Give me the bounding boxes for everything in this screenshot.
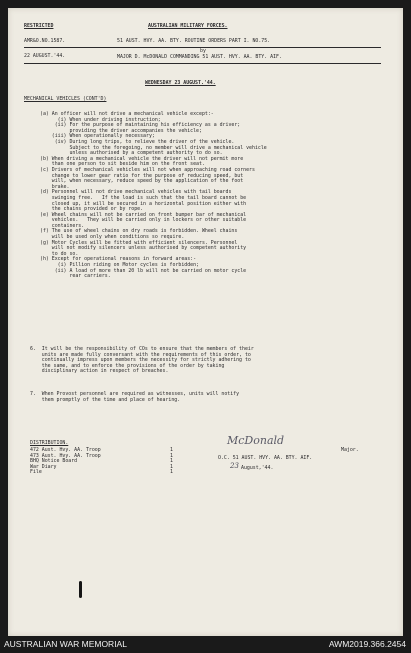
paragraph-6 (30, 347, 254, 375)
body-line: closed up, it will be secured in a horizontal position either with (40, 200, 247, 207)
body-line: (b) When driving a mechanical vehicle the driver will not permit more (40, 155, 244, 162)
distribution-name: 472 Aust. Hvy. AA. Troop (30, 447, 101, 453)
header-rule-top (24, 47, 381, 48)
body-line: will be used only when conditions so require. (40, 234, 185, 241)
distribution-name: 473 Aust. Hvy. AA. Troop (30, 452, 101, 459)
order-reference: AMR&O.NO.1587. (24, 38, 66, 44)
section-heading: MECHANICAL VEHICLES (CONT'D) (24, 96, 107, 102)
para6-line: units are made fully conversant with the requirements of this order, to (30, 351, 251, 358)
body-line: to do so. (40, 250, 79, 257)
para6-line: disciplinary action in respect of breaches. (30, 368, 169, 375)
signature-date-rest: August,'44. (241, 465, 274, 471)
body-line: (ii) A load of more than 20 lb will not be carried on motor cycle (40, 267, 247, 274)
day-heading: WEDNESDAY 23 AUGUST.'44. (145, 80, 216, 86)
distribution-qty: 1 (170, 452, 173, 459)
distribution-heading: DISTRIBUTION. (30, 440, 69, 446)
distribution-qty: 1 (170, 469, 173, 476)
orders-title: 51 AUST. HVY. AA. BTY. ROUTINE ORDERS PART I. NO.75. (117, 38, 271, 44)
signatory-rank: Major. (341, 447, 359, 453)
header-rule-bottom (24, 63, 381, 64)
body-line: brake. (40, 183, 70, 190)
body-line: providing the driver accompanies the vehicle; (40, 127, 202, 134)
body-line: (i) When under driving instruction; (40, 116, 161, 123)
signature-date-day: 23 (230, 462, 239, 470)
archive-footer (0, 636, 411, 653)
order-date: 22 AUGUST.'44. (24, 53, 66, 59)
by-label: by (200, 48, 206, 54)
vehicle-rules-list (40, 112, 267, 280)
distribution-list (30, 448, 180, 476)
para6-line: 6. It will be the responsibility of COs to ensure that the members of their (30, 346, 254, 352)
body-line: will not modify silencers unless authorised by competent authority (40, 245, 247, 252)
distribution-qty: 1 (170, 463, 173, 470)
distribution-name: File (30, 469, 42, 476)
body-line: (a) An officer will not drive a mechanical vehicle except:- (40, 111, 214, 117)
para7-line: them promptly of the time and place of hearing. (30, 396, 181, 403)
body-line: (ii) For the purpose of maintaining his efficiency as a driver; (40, 122, 241, 129)
handwritten-signature: McDonald (227, 434, 285, 447)
distribution-qty: 1 (170, 447, 173, 453)
body-line: rear carriers. (40, 273, 111, 280)
distribution-qty: 1 (170, 458, 173, 465)
distribution-name: War Diary (30, 463, 57, 470)
body-line: (g) Motor Cycles will be fitted with efficient silencers. Personnel (40, 239, 238, 246)
list-item (30, 470, 180, 476)
archive-reference: AWM2019.366.2454 (328, 639, 406, 649)
body-line: unless authorised by a competent authority to do so. (40, 150, 223, 157)
body-line: (i) Pillion riding on Motor cycles is forbidden; (40, 262, 199, 269)
body-line: (iv) During long trips, to relieve the driver of the vehicle. (40, 138, 235, 145)
commander-line: MAJOR D. McDONALD COMMANDING 51 AUST. HVY. AA. BTY. AIF. (117, 54, 282, 60)
body-line: than one person to sit beside him on the front seat. (40, 161, 205, 168)
body-line: (h) Except for operational reasons in forward areas:- (40, 256, 197, 263)
body-line: vehicles. They will be carried only in lockers or other suitable (40, 217, 247, 224)
body-line: (d) Personnel will not drive mechanical vehicles with tail boards (40, 189, 232, 196)
paragraph-7 (30, 392, 239, 403)
body-line: (iii) When operationally necessary; (40, 133, 155, 140)
ink-mark (79, 581, 82, 598)
signatory-title: O.C. 51 AUST. HVY. AA. BTY. AIF. (218, 455, 313, 461)
body-line: swinging free. If the load is such that the tail board cannot be (40, 194, 247, 201)
para6-line: continually impress upon members the necessity for strictly adhering to (30, 357, 251, 364)
body-line: Subject to the foregoing, no member will drive a mechanical vehicle (40, 144, 267, 151)
distribution-name: BHQ Notice Board (30, 458, 78, 465)
body-line: containers. (40, 222, 85, 229)
force-heading: AUSTRALIAN MILITARY FORCES. (148, 23, 228, 29)
archive-name: AUSTRALIAN WAR MEMORIAL (4, 639, 127, 649)
classification-label: RESTRICTED (24, 23, 54, 29)
para6-line: the same, and to enforce the provisions of the order by taking (30, 362, 225, 369)
para7-line: 7. When Provost personnel are required as witnesses, units will notify (30, 391, 240, 397)
body-line: the chains provided or by rope. (40, 206, 144, 213)
body-line: will, when necessary, reduce speed by the application of the foot (40, 178, 244, 185)
body-line: (f) The use of wheel chains on dry roads is forbidden. Wheel chains (40, 228, 238, 235)
body-line: (c) Drivers of mechanical vehicles will not when approaching road corners (40, 166, 255, 173)
body-line: (e) Wheel chains will not be carried on front bumper bar of mechanical (40, 211, 247, 218)
body-line: change to lower gear ratio for the purpose of reducing speed, but (40, 172, 244, 179)
